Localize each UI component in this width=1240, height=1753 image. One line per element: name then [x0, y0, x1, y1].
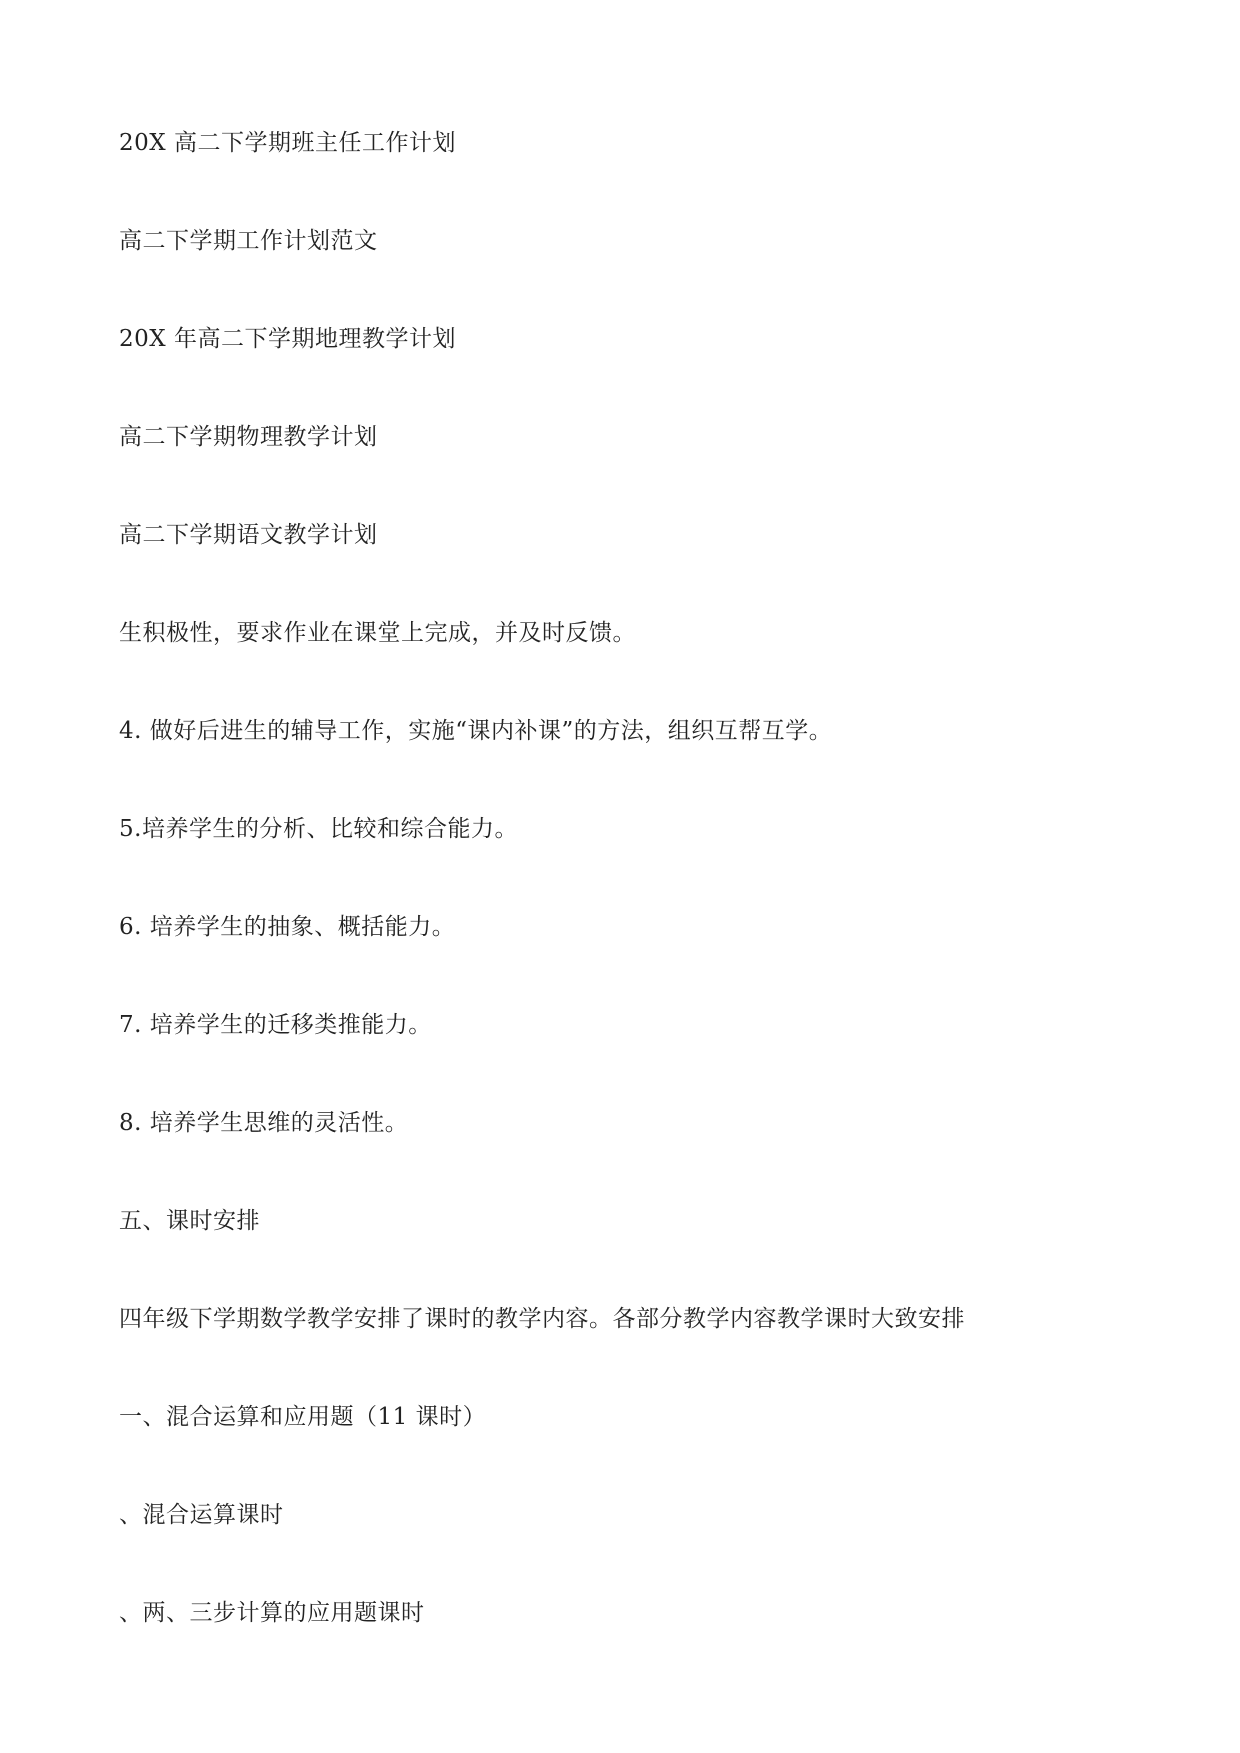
- subsection-heading: 一、混合运算和应用题（11 课时）: [119, 1404, 487, 1430]
- list-item: 、混合运算课时: [119, 1502, 284, 1528]
- list-item: 7. 培养学生的迁移类推能力。: [119, 1012, 432, 1038]
- related-link-title: 20X 高二下学期班主任工作计划: [119, 130, 456, 156]
- related-link-title: 20X 年高二下学期地理教学计划: [119, 326, 456, 352]
- related-link-title: 高二下学期物理教学计划: [119, 424, 378, 450]
- section-heading: 五、课时安排: [119, 1208, 260, 1234]
- related-link-title: 高二下学期语文教学计划: [119, 522, 378, 548]
- list-item: 6. 培养学生的抽象、概括能力。: [119, 914, 456, 940]
- list-item: 、两、三步计算的应用题课时: [119, 1600, 425, 1626]
- paragraph: 四年级下学期数学教学安排了课时的教学内容。各部分教学内容教学课时大致安排: [119, 1306, 965, 1332]
- list-item: 8. 培养学生思维的灵活性。: [119, 1110, 409, 1136]
- list-item: 5.培养学生的分析、比较和综合能力。: [119, 816, 518, 842]
- related-link-title: 高二下学期工作计划范文: [119, 228, 378, 254]
- list-item: 4. 做好后进生的辅导工作，实施“课内补课”的方法，组织互帮互学。: [119, 718, 833, 744]
- paragraph: 生积极性，要求作业在课堂上完成，并及时反馈。: [119, 620, 636, 646]
